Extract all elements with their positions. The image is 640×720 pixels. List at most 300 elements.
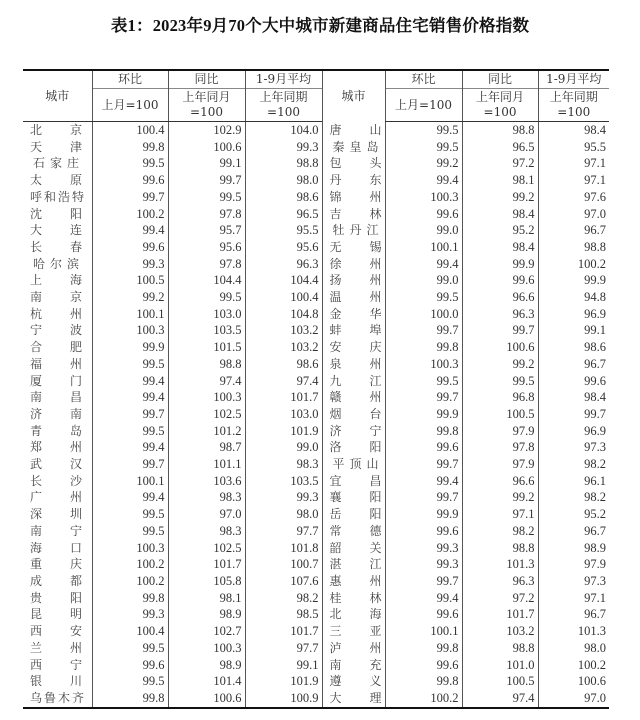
city-cell	[23, 289, 92, 306]
mom-value-right: 99.0	[385, 272, 462, 289]
header-yoy-base-right	[462, 89, 538, 122]
avg-value: 98.0	[245, 172, 322, 189]
header-yoy: 同比	[168, 70, 245, 89]
city-cell	[23, 256, 92, 273]
mom-value: 99.5	[92, 673, 168, 690]
avg-value-right: 97.9	[538, 556, 609, 573]
city-cell	[23, 322, 92, 339]
mom-value: 100.3	[92, 540, 168, 557]
avg-value: 98.8	[245, 155, 322, 172]
avg-value: 96.5	[245, 206, 322, 223]
yoy-value: 103.6	[168, 473, 245, 490]
header-avg-base	[245, 89, 322, 122]
mom-value-right: 100.1	[385, 623, 462, 640]
yoy-value-right: 100.5	[462, 406, 538, 423]
avg-value: 101.7	[245, 623, 322, 640]
avg-value: 97.7	[245, 640, 322, 657]
city-cell	[23, 690, 92, 708]
city-cell-right	[322, 339, 385, 356]
yoy-value: 100.6	[168, 690, 245, 708]
avg-value-right: 96.1	[538, 473, 609, 490]
table-row	[23, 673, 609, 690]
city-cell	[23, 139, 92, 156]
yoy-value: 97.8	[168, 256, 245, 273]
table-row	[23, 206, 609, 223]
city-cell	[23, 239, 92, 256]
city-name: 昆 明	[30, 607, 82, 622]
city-cell	[23, 172, 92, 189]
city-cell	[23, 673, 92, 690]
city-name: 锦 州	[329, 189, 382, 204]
city-cell	[23, 623, 92, 640]
avg-value: 98.6	[245, 356, 322, 373]
header-mom-base: 上月=100	[92, 89, 168, 122]
yoy-value: 101.2	[168, 423, 245, 440]
yoy-value: 97.0	[168, 506, 245, 523]
city-name: 郑 州	[30, 440, 82, 455]
table-row	[23, 172, 609, 189]
mom-value: 100.2	[92, 573, 168, 590]
table-row	[23, 640, 609, 657]
yoy-value: 105.8	[168, 573, 245, 590]
city-name: 深 圳	[30, 507, 82, 522]
city-name: 丹 东	[329, 173, 382, 188]
yoy-value: 101.1	[168, 456, 245, 473]
mom-value-right: 99.4	[385, 473, 462, 490]
yoy-value-right: 95.2	[462, 222, 538, 239]
city-cell-right	[322, 456, 385, 473]
header-avg: 1-9月平均	[245, 70, 322, 89]
avg-value: 95.5	[245, 222, 322, 239]
city-cell	[23, 206, 92, 223]
city-name: 成 都	[30, 573, 82, 588]
city-cell	[23, 540, 92, 557]
table-row	[23, 322, 609, 339]
city-cell	[23, 573, 92, 590]
yoy-value: 97.8	[168, 206, 245, 223]
city-name: 吉 林	[329, 206, 382, 221]
city-name: 石 家 庄	[33, 156, 79, 171]
city-cell-right	[322, 540, 385, 557]
mom-value: 99.5	[92, 155, 168, 172]
avg-value-right: 98.0	[538, 640, 609, 657]
city-name: 南 京	[30, 290, 82, 305]
yoy-value: 100.6	[168, 139, 245, 156]
yoy-value-right: 99.9	[462, 256, 538, 273]
mom-value: 99.8	[92, 690, 168, 708]
avg-value: 100.4	[245, 289, 322, 306]
avg-value: 97.4	[245, 373, 322, 390]
city-name: 重 庆	[30, 557, 82, 572]
city-cell	[23, 489, 92, 506]
yoy-value-right: 99.2	[462, 489, 538, 506]
mom-value: 100.4	[92, 623, 168, 640]
yoy-value-right: 101.0	[462, 657, 538, 674]
table-row	[23, 606, 609, 623]
yoy-value-right: 97.4	[462, 690, 538, 708]
avg-value: 95.6	[245, 239, 322, 256]
avg-value-right: 99.9	[538, 272, 609, 289]
city-name: 上 海	[30, 273, 82, 288]
city-cell-right	[322, 556, 385, 573]
city-name: 平 顶 山	[332, 457, 379, 472]
city-name: 三 亚	[329, 624, 382, 639]
city-cell-right	[322, 189, 385, 206]
city-cell	[23, 523, 92, 540]
avg-value-right: 96.7	[538, 356, 609, 373]
city-name: 扬 州	[329, 273, 382, 288]
city-name: 西 宁	[30, 657, 82, 672]
city-name: 金 华	[329, 306, 382, 321]
city-name: 安 庆	[329, 340, 382, 355]
city-cell-right	[322, 523, 385, 540]
city-cell	[23, 606, 92, 623]
city-name: 长 沙	[30, 473, 82, 488]
yoy-base-line1: 上年同月	[182, 90, 231, 104]
mom-value: 99.6	[92, 172, 168, 189]
avg-value-right: 95.2	[538, 506, 609, 523]
yoy-value-right: 96.6	[462, 473, 538, 490]
mom-value-right: 99.8	[385, 423, 462, 440]
table-row	[23, 506, 609, 523]
table-row	[23, 690, 609, 708]
yoy-value-right: 98.8	[462, 640, 538, 657]
table-row	[23, 139, 609, 156]
city-cell	[23, 122, 92, 139]
header-city: 城市	[23, 70, 92, 122]
mom-value-right: 99.5	[385, 289, 462, 306]
city-cell	[23, 473, 92, 490]
table-row	[23, 356, 609, 373]
yoy-value-right: 96.3	[462, 306, 538, 323]
table-row	[23, 540, 609, 557]
yoy-value: 99.5	[168, 289, 245, 306]
mom-value: 100.1	[92, 306, 168, 323]
avg-value: 104.4	[245, 272, 322, 289]
city-name: 包 头	[329, 156, 382, 171]
mom-value-right: 99.4	[385, 256, 462, 273]
yoy-value-right: 98.4	[462, 239, 538, 256]
avg-value-right: 96.7	[538, 606, 609, 623]
city-name: 常 德	[329, 523, 382, 538]
avg-value-right: 97.0	[538, 206, 609, 223]
mom-value: 99.8	[92, 590, 168, 607]
avg-value: 101.8	[245, 540, 322, 557]
city-name: 海 口	[30, 540, 82, 555]
mom-value: 99.2	[92, 289, 168, 306]
avg-value-right: 97.3	[538, 439, 609, 456]
city-name: 杭 州	[30, 306, 82, 321]
city-name: 南 昌	[30, 390, 82, 405]
price-index-table	[23, 69, 609, 709]
mom-value-right: 99.9	[385, 506, 462, 523]
mom-value-right: 99.6	[385, 523, 462, 540]
city-name: 蚌 埠	[329, 323, 382, 338]
mom-value-right: 99.7	[385, 389, 462, 406]
header-yoy-right: 同比	[462, 70, 538, 89]
city-name: 宜 昌	[329, 473, 382, 488]
yoy-value-right: 99.5	[462, 373, 538, 390]
city-name: 徐 州	[329, 256, 382, 271]
city-name: 沈 阳	[30, 206, 82, 221]
mom-value-right: 99.6	[385, 206, 462, 223]
mom-value: 99.4	[92, 222, 168, 239]
mom-value: 100.4	[92, 122, 168, 139]
city-cell-right	[322, 322, 385, 339]
city-name: 银 川	[30, 674, 82, 689]
city-cell	[23, 640, 92, 657]
yoy-value-right: 97.2	[462, 155, 538, 172]
avg-value-right: 98.2	[538, 456, 609, 473]
city-cell-right	[322, 239, 385, 256]
table-row	[23, 556, 609, 573]
city-cell-right	[322, 423, 385, 440]
yoy-base-line2: =100	[190, 105, 223, 119]
yoy-value: 98.9	[168, 606, 245, 623]
avg-value-right: 96.9	[538, 306, 609, 323]
avg-value: 103.2	[245, 322, 322, 339]
table-row	[23, 189, 609, 206]
city-cell	[23, 373, 92, 390]
city-cell-right	[322, 606, 385, 623]
city-cell	[23, 222, 92, 239]
mom-value: 99.4	[92, 373, 168, 390]
avg-value: 100.7	[245, 556, 322, 573]
yoy-value: 99.5	[168, 189, 245, 206]
city-cell	[23, 306, 92, 323]
mom-value-right: 100.3	[385, 189, 462, 206]
city-cell-right	[322, 439, 385, 456]
mom-value-right: 99.5	[385, 122, 462, 139]
city-name: 哈 尔 滨	[33, 256, 79, 271]
city-name: 泉 州	[329, 356, 382, 371]
yoy-value-right: 99.2	[462, 356, 538, 373]
yoy-value-right: 96.3	[462, 573, 538, 590]
mom-value: 100.2	[92, 206, 168, 223]
city-cell	[23, 590, 92, 607]
yoy-value: 101.7	[168, 556, 245, 573]
yoy-value-right: 96.8	[462, 389, 538, 406]
avg-value-right: 98.4	[538, 389, 609, 406]
yoy-value-right: 103.2	[462, 623, 538, 640]
mom-value: 99.5	[92, 356, 168, 373]
yoy-value-right: 100.6	[462, 339, 538, 356]
avg-value-right: 98.6	[538, 339, 609, 356]
table-row	[23, 155, 609, 172]
avg-value-right: 95.5	[538, 139, 609, 156]
yoy-value-right: 98.8	[462, 540, 538, 557]
mom-value-right: 99.9	[385, 406, 462, 423]
avg-value-right: 96.9	[538, 423, 609, 440]
yoy-value-right: 98.1	[462, 172, 538, 189]
table-row	[23, 239, 609, 256]
city-cell-right	[322, 573, 385, 590]
yoy-value: 101.4	[168, 673, 245, 690]
avg-value: 101.7	[245, 389, 322, 406]
table-row	[23, 222, 609, 239]
mom-value-right: 99.8	[385, 640, 462, 657]
mom-value: 99.6	[92, 657, 168, 674]
city-name: 泸 州	[329, 640, 382, 655]
avg-value: 101.9	[245, 423, 322, 440]
city-cell-right	[322, 289, 385, 306]
yoy-value-right: 97.9	[462, 456, 538, 473]
city-name: 无 锡	[329, 239, 382, 254]
city-cell-right	[322, 272, 385, 289]
yoy-value: 95.6	[168, 239, 245, 256]
city-cell-right	[322, 206, 385, 223]
yoy-value-right: 98.8	[462, 122, 538, 139]
city-name: 济 南	[30, 406, 82, 421]
city-cell-right	[322, 139, 385, 156]
city-cell-right	[322, 640, 385, 657]
mom-value: 99.5	[92, 423, 168, 440]
city-cell-right	[322, 690, 385, 708]
mom-value: 99.7	[92, 189, 168, 206]
header-mom-right: 环比	[385, 70, 462, 89]
avg-value: 98.0	[245, 506, 322, 523]
avg-value: 103.2	[245, 339, 322, 356]
table-row	[23, 122, 609, 139]
city-name: 福 州	[30, 356, 82, 371]
table-row	[23, 389, 609, 406]
table-row	[23, 439, 609, 456]
city-cell	[23, 406, 92, 423]
city-cell	[23, 339, 92, 356]
avg-base-line1: 上年同期	[259, 90, 308, 104]
table-row	[23, 523, 609, 540]
table-row	[23, 657, 609, 674]
table-row	[23, 489, 609, 506]
mom-value-right: 99.0	[385, 222, 462, 239]
mom-value-right: 99.4	[385, 590, 462, 607]
city-name: 岳 阳	[329, 507, 382, 522]
table-row	[23, 456, 609, 473]
table-row	[23, 339, 609, 356]
city-cell	[23, 556, 92, 573]
city-cell-right	[322, 155, 385, 172]
yoy-value: 98.7	[168, 439, 245, 456]
avg-value: 99.0	[245, 439, 322, 456]
city-name: 广 州	[30, 490, 82, 505]
avg-value-right: 97.6	[538, 189, 609, 206]
city-cell-right	[322, 623, 385, 640]
yoy-value: 102.5	[168, 406, 245, 423]
mom-value: 99.3	[92, 606, 168, 623]
avg-value-right: 100.2	[538, 256, 609, 273]
city-cell	[23, 439, 92, 456]
city-cell-right	[322, 506, 385, 523]
mom-value-right: 99.5	[385, 373, 462, 390]
mom-value-right: 100.2	[385, 690, 462, 708]
city-name: 遵 义	[329, 674, 382, 689]
avg-value-right: 98.2	[538, 489, 609, 506]
table-title: 表1：2023年9月70个大中城市新建商品住宅销售价格指数	[110, 16, 530, 35]
avg-value: 100.9	[245, 690, 322, 708]
yoy-value: 100.3	[168, 640, 245, 657]
city-name: 秦 皇 岛	[332, 139, 379, 154]
yoy-value: 98.1	[168, 590, 245, 607]
avg-base-line2: =100	[557, 105, 591, 119]
header-yoy-base	[168, 89, 245, 122]
header-mom-base-right: 上月=100	[385, 89, 462, 122]
yoy-value-right: 100.5	[462, 673, 538, 690]
avg-value-right: 100.6	[538, 673, 609, 690]
avg-value-right: 97.1	[538, 172, 609, 189]
mom-value: 99.4	[92, 489, 168, 506]
city-cell-right	[322, 473, 385, 490]
city-name: 呼 和 浩 特	[30, 189, 84, 204]
avg-value: 104.0	[245, 122, 322, 139]
city-name: 天 津	[30, 139, 82, 154]
table-row	[23, 590, 609, 607]
city-cell-right	[322, 590, 385, 607]
mom-value: 99.5	[92, 523, 168, 540]
city-name: 湛 江	[329, 557, 382, 572]
yoy-base-line1: 上年同月	[475, 90, 524, 104]
yoy-value: 99.7	[168, 172, 245, 189]
mom-value-right: 99.6	[385, 606, 462, 623]
city-cell	[23, 423, 92, 440]
city-name: 合 肥	[30, 340, 82, 355]
header-city-right: 城市	[322, 70, 385, 122]
city-cell	[23, 389, 92, 406]
avg-value: 98.5	[245, 606, 322, 623]
header-avg-base-right	[538, 89, 609, 122]
city-cell	[23, 456, 92, 473]
city-name: 西 安	[30, 624, 82, 639]
city-name: 宁 波	[30, 323, 82, 338]
avg-value-right: 101.3	[538, 623, 609, 640]
city-name: 兰 州	[30, 640, 82, 655]
city-name: 青 岛	[30, 423, 82, 438]
mom-value: 99.4	[92, 389, 168, 406]
city-name: 洛 阳	[329, 440, 382, 455]
mom-value: 99.4	[92, 439, 168, 456]
yoy-value-right: 97.1	[462, 506, 538, 523]
table-row	[23, 272, 609, 289]
city-name: 北 海	[329, 607, 382, 622]
yoy-value: 102.9	[168, 122, 245, 139]
avg-value: 98.2	[245, 590, 322, 607]
mom-value: 100.1	[92, 473, 168, 490]
table-row	[23, 473, 609, 490]
yoy-value: 98.9	[168, 657, 245, 674]
avg-value: 99.1	[245, 657, 322, 674]
avg-value-right: 100.2	[538, 657, 609, 674]
avg-value-right: 94.8	[538, 289, 609, 306]
city-cell	[23, 272, 92, 289]
mom-value-right: 100.1	[385, 239, 462, 256]
city-cell-right	[322, 122, 385, 139]
yoy-value-right: 99.7	[462, 322, 538, 339]
mom-value-right: 99.3	[385, 540, 462, 557]
table-row	[23, 289, 609, 306]
avg-value: 97.7	[245, 523, 322, 540]
avg-value-right: 97.0	[538, 690, 609, 708]
city-name: 大 连	[30, 223, 82, 238]
avg-base-line1: 上年同期	[549, 90, 598, 104]
avg-value: 107.6	[245, 573, 322, 590]
avg-value-right: 99.1	[538, 322, 609, 339]
yoy-value: 98.3	[168, 489, 245, 506]
yoy-value-right: 98.2	[462, 523, 538, 540]
city-name: 烟 台	[329, 406, 382, 421]
avg-value: 98.6	[245, 189, 322, 206]
table-body	[23, 122, 609, 708]
yoy-value-right: 97.9	[462, 423, 538, 440]
avg-value-right: 97.1	[538, 590, 609, 607]
